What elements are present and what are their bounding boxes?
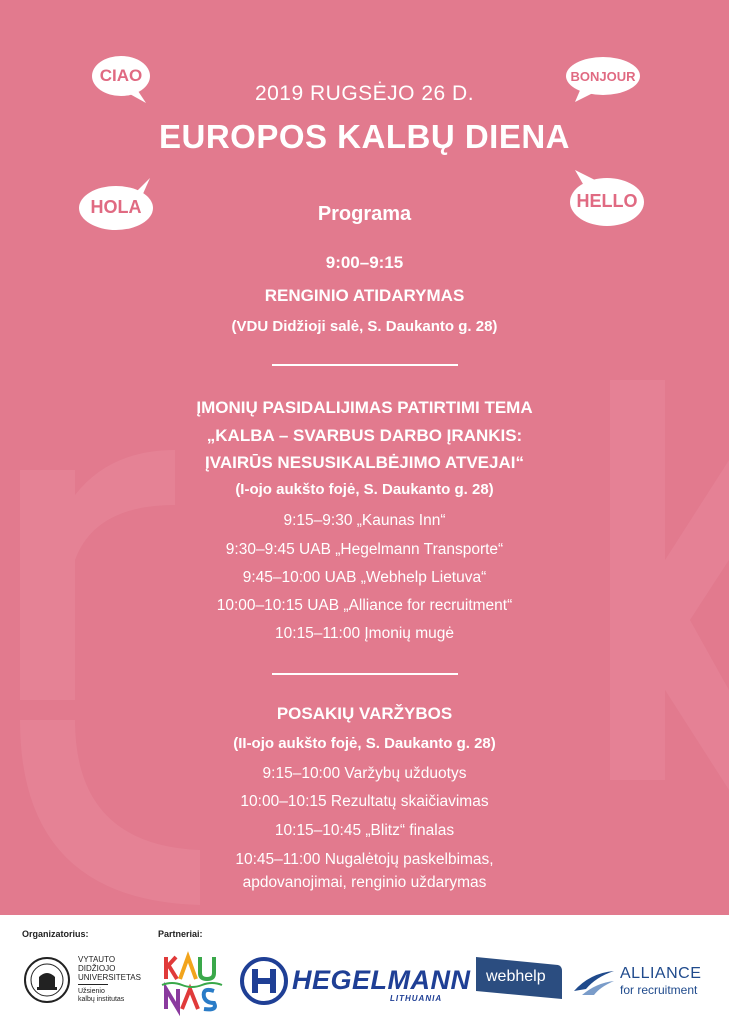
vdu-logo <box>24 953 154 1015</box>
bubble-bonjour-text: BONJOUR <box>570 69 636 84</box>
schedule-item: 9:15–9:30 „Kaunas Inn“ <box>283 512 446 529</box>
section3-title: POSAKIŲ VARŽYBOS <box>276 704 453 723</box>
schedule-item: 10:00–10:15 UAB „Alliance for recruitment“ <box>216 597 513 614</box>
section2-title-line: „KALBA – SVARBUS DARBO ĮRANKIS: <box>206 425 523 445</box>
kaunas-logo <box>160 949 228 1017</box>
webhelp-name: webhelp <box>486 968 546 985</box>
schedule-item: 10:15–10:45 „Blitz“ finalas <box>274 822 455 839</box>
opening-location: (VDU Didžioji salė, S. Daukanto g. 28) <box>231 318 498 335</box>
partners-label: Partneriai: <box>158 929 203 939</box>
vdu-name-line: VYTAUTO <box>78 955 116 964</box>
alliance-logo <box>572 963 722 1003</box>
alliance-swoosh-icon <box>572 967 616 997</box>
vdu-separator <box>78 984 108 985</box>
schedule-item: apdovanojimai, renginio uždarymas <box>242 874 487 891</box>
schedule-item: 10:00–10:15 Rezultatų skaičiavimas <box>240 793 489 810</box>
event-date: 2019 RUGSĖJO 26 D. <box>254 82 475 105</box>
organizers-label: Organizatorius: <box>22 929 89 939</box>
webhelp-logo <box>474 955 564 1003</box>
schedule-item: 9:15–10:00 Varžybų užduotys <box>262 765 467 782</box>
hegelmann-name: HEGELMANN <box>292 965 471 995</box>
schedule-item: 10:45–11:00 Nugalėtojų paskelbimas, <box>235 851 494 868</box>
vdu-seal-icon <box>24 957 70 1003</box>
alliance-sub: for recruitment <box>620 983 698 997</box>
hegelmann-h-icon <box>240 957 288 1005</box>
schedule-item: 10:15–11:00 Įmonių mugė <box>275 625 454 642</box>
bubble-hola-text: HOLA <box>90 197 142 217</box>
section2-title-line: ĮMONIŲ PASIDALIJIMAS PATIRTIMI TEMA <box>196 398 533 417</box>
section2-title <box>0 394 729 477</box>
section2-location: (I-ojo aukšto fojė, S. Daukanto g. 28) <box>235 481 494 498</box>
bubble-hello-text: HELLO <box>576 191 638 211</box>
section2-title-line: ĮVAIRŪS NESUSIKALBĖJIMO ATVEJAI“ <box>205 453 524 472</box>
schedule-item: 9:30–9:45 UAB „Hegelmann Transporte“ <box>225 541 504 558</box>
programme-heading: Programa <box>317 203 412 225</box>
section3-location: (II-ojo aukšto fojė, S. Daukanto g. 28) <box>233 735 496 752</box>
schedule-item: 9:45–10:00 UAB „Webhelp Lietuva“ <box>242 569 487 586</box>
event-title: EUROPOS KALBŲ DIENA <box>158 118 571 155</box>
divider <box>272 364 458 366</box>
opening-title: RENGINIO ATIDARYMAS <box>264 286 465 305</box>
hegelmann-logo <box>240 955 471 1007</box>
footer <box>0 915 729 1024</box>
opening-time: 9:00–9:15 <box>325 253 404 272</box>
vdu-sub-line: kalbų institutas <box>78 996 125 1003</box>
alliance-name: ALLIANCE <box>620 965 702 982</box>
hegelmann-sub: LITHUANIA <box>390 994 443 1003</box>
bubble-ciao-text: CIAO <box>99 66 143 85</box>
vdu-name-line: DIDŽIOJO <box>78 964 116 973</box>
kaunas-logo-text <box>160 949 164 950</box>
vdu-name-line: UNIVERSITETAS <box>78 973 141 982</box>
vdu-sub-line: Užsienio <box>78 988 105 995</box>
kaunas-logo-icon <box>160 949 228 1017</box>
divider <box>272 673 458 675</box>
